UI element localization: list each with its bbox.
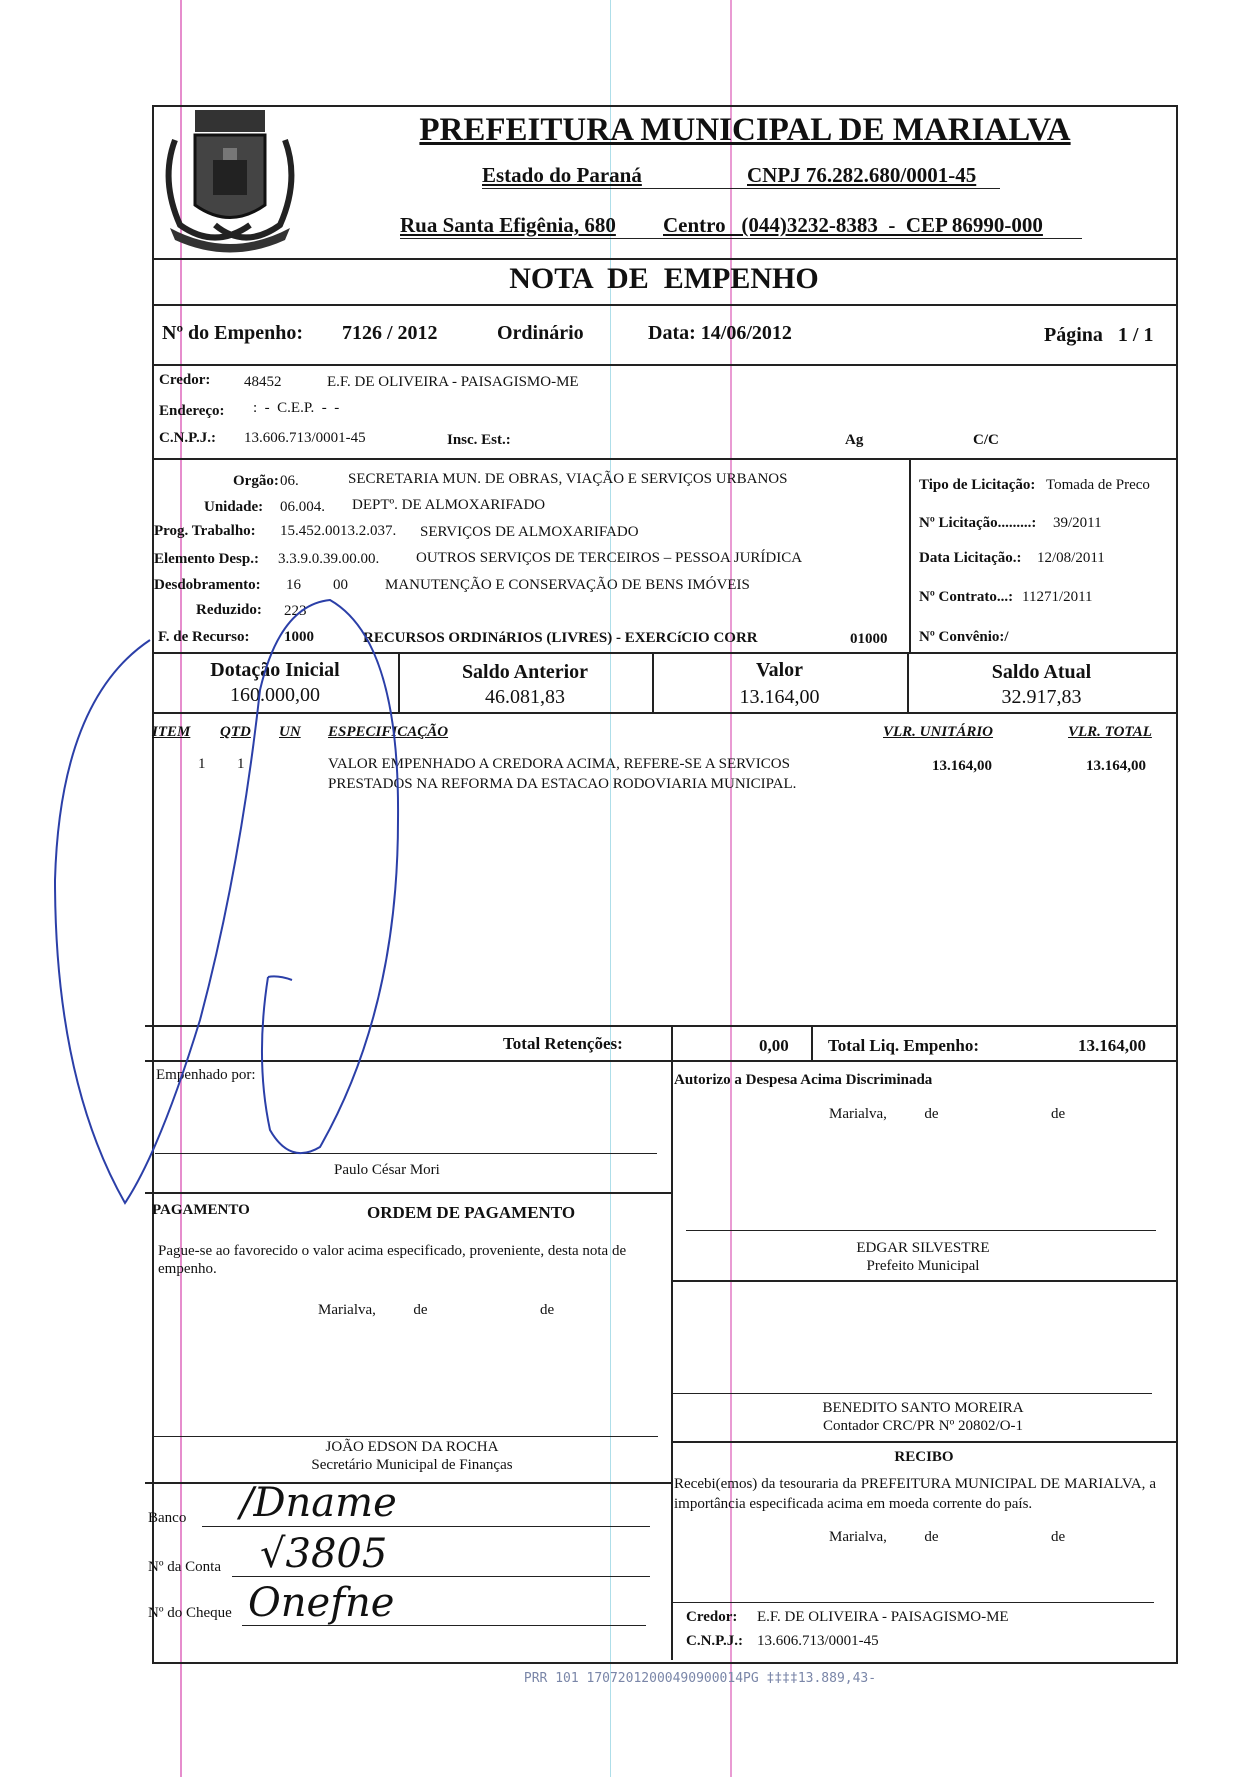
recibo-label: RECIBO: [894, 1449, 954, 1465]
col-vlr-total: VLR. TOTAL: [1068, 724, 1152, 740]
credor-cnpj-label: C.N.P.J.:: [159, 430, 216, 446]
cheque-handwriting: Onefne: [248, 1580, 395, 1626]
pagamento-city: Marialva, de de: [318, 1302, 555, 1318]
vrule: [811, 1025, 813, 1061]
coat-of-arms-icon: [155, 100, 305, 255]
credor-label: Credor:: [159, 372, 211, 388]
unidade-name: DEPTº. DE ALMOXARIFADO: [352, 497, 546, 513]
header-state: Estado do Paraná: [482, 163, 642, 187]
item-vlr-total: 13.164,00: [1086, 758, 1146, 774]
lic-data: 12/08/2011: [1037, 550, 1105, 566]
desd-code2: 00: [333, 577, 348, 593]
recurso-code: 1000: [284, 629, 314, 645]
credor-ag: Ag: [845, 432, 864, 448]
secretario-title: Secretário Municipal de Finanças: [311, 1457, 513, 1473]
cheque-label: Nº do Cheque: [148, 1605, 232, 1621]
conta-handwriting: √3805: [260, 1531, 388, 1577]
saldo-atual-label: Saldo Atual: [991, 661, 1092, 683]
empenho-date: Data: 14/06/2012: [648, 322, 792, 344]
elem-code: 3.3.9.0.39.00.00.: [278, 551, 380, 567]
secretario-name: JOÃO EDSON DA ROCHA: [325, 1439, 499, 1455]
header-address: Rua Santa Efigênia, 680: [400, 213, 616, 237]
mechanical-stamp: PRR 101 17072012000490900014PG ‡‡‡‡13.889,43-: [523, 1671, 877, 1686]
elem-label: Elemento Desp.:: [154, 551, 259, 567]
recibo-city: Marialva, de de: [829, 1529, 1066, 1545]
orgao-name: SECRETARIA MUN. DE OBRAS, VIAÇÃO E SERVIÇOS URBANOS: [348, 471, 788, 487]
recibo-credor: E.F. DE OLIVEIRA - PAISAGISMO-ME: [757, 1609, 1009, 1625]
empenhado-name: Paulo César Mori: [334, 1162, 440, 1178]
item-espec-line1: VALOR EMPENHADO A CREDORA ACIMA, REFERE-SE A SERVICOS: [328, 756, 790, 772]
reduzido-value: 223: [284, 603, 307, 619]
lic-contrato: 11271/2011: [1022, 589, 1093, 605]
contador-title: Contador CRC/PR Nº 20802/O-1: [822, 1418, 1024, 1434]
recurso-code2: 01000: [850, 631, 888, 647]
prog-code: 15.452.0013.2.037.: [280, 523, 397, 539]
orgao-code: 06.: [280, 473, 299, 489]
rule: [145, 1482, 672, 1484]
credor-insc-label: Insc. Est.:: [447, 432, 511, 448]
banco-handwriting: /Dname: [240, 1480, 397, 1526]
conta-label: Nº da Conta: [148, 1559, 221, 1575]
vrule: [909, 458, 911, 654]
signature-line: [686, 1230, 1156, 1231]
lic-contrato-label: Nº Contrato...:: [919, 589, 1014, 605]
empenho-page: Página 1 / 1: [1044, 324, 1154, 346]
empenho-type: Ordinário: [497, 322, 584, 344]
liq-label: Total Liq. Empenho:: [828, 1036, 979, 1055]
item-num: 1: [198, 756, 206, 772]
rule: [672, 1280, 1176, 1282]
recibo-credor-label: Credor:: [686, 1609, 738, 1625]
unidade-label: Unidade:: [204, 499, 264, 515]
credor-address-label: Endereço:: [159, 403, 225, 419]
autorizo-city: Marialva, de de: [829, 1106, 1066, 1122]
lic-num-label: Nº Licitação.........:: [919, 515, 1037, 531]
rule: [152, 258, 1176, 260]
col-un: UN: [279, 724, 301, 740]
pagamento-text: Pague-se ao favorecido o valor acima especificado, proveniente, desta nota de empenho.: [158, 1243, 627, 1277]
header-cnpj: CNPJ 76.282.680/0001-45: [747, 163, 977, 187]
unidade-code: 06.004.: [280, 499, 325, 515]
credor-name: E.F. DE OLIVEIRA - PAISAGISMO-ME: [327, 374, 579, 390]
credor-cnpj: 13.606.713/0001-45: [244, 430, 366, 446]
col-espec: ESPECIFICAÇÃO: [328, 724, 449, 740]
header-title: PREFEITURA MUNICIPAL DE MARIALVA: [419, 112, 1071, 148]
item-espec-line2: PRESTADOS NA REFORMA DA ESTACAO RODOVIARIA MUNICIPAL.: [328, 776, 797, 792]
recibo-cnpj-label: C.N.P.J.:: [686, 1633, 743, 1649]
item-qtd: 1: [237, 756, 245, 772]
rule: [152, 712, 1176, 714]
empenho-num: 7126 / 2012: [342, 322, 438, 344]
retencoes-value: 0,00: [759, 1036, 789, 1055]
rule: [152, 458, 1176, 460]
header-rule: [400, 238, 1082, 239]
liq-value: 13.164,00: [1078, 1036, 1146, 1055]
credor-cc: C/C: [973, 432, 999, 448]
prog-label: Prog. Trabalho:: [154, 523, 256, 539]
prog-name: SERVIÇOS DE ALMOXARIFADO: [420, 524, 639, 540]
col-qtd: QTD: [220, 724, 251, 740]
desd-name: MANUTENÇÃO E CONSERVAÇÃO DE BENS IMÓVEIS: [385, 577, 750, 593]
rule: [672, 1441, 1176, 1443]
saldo-atual-value: 32.917,83: [1001, 686, 1082, 708]
credor-code: 48452: [244, 374, 282, 390]
item-vlr-unit: 13.164,00: [932, 758, 992, 774]
pagamento-label: PAGAMENTO: [152, 1202, 250, 1218]
ordem-label: ORDEM DE PAGAMENTO: [367, 1203, 576, 1222]
signature-line: [672, 1602, 1154, 1603]
signature-line: [153, 1436, 658, 1437]
rule: [152, 652, 1176, 654]
prefeito-title: Prefeito Municipal: [866, 1258, 980, 1274]
contador-name: BENEDITO SANTO MOREIRA: [822, 1400, 1024, 1416]
empenho-num-label: Nº do Empenho:: [162, 322, 304, 344]
vrule: [671, 1025, 673, 1660]
dotacao-label: Dotação Inicial: [210, 659, 340, 681]
retencoes-label: Total Retenções:: [503, 1034, 623, 1053]
lic-num: 39/2011: [1053, 515, 1102, 531]
header-rule: [482, 188, 1000, 189]
orgao-label: Orgão:: [233, 473, 279, 489]
saldo-anterior-label: Saldo Anterior: [461, 661, 589, 683]
credor-address: : - C.E.P. - -: [253, 400, 340, 416]
lic-data-label: Data Licitação.:: [919, 550, 1022, 566]
recibo-cnpj: 13.606.713/0001-45: [757, 1633, 879, 1649]
banco-label: Banco: [148, 1510, 187, 1526]
lic-tipo-label: Tipo de Licitação:: [919, 477, 1036, 493]
col-vlr-unit: VLR. UNITÁRIO: [883, 724, 994, 740]
empenhado-label: Empenhado por:: [156, 1067, 256, 1083]
recurso-name: RECURSOS ORDINáRIOS (LIVRES) - EXERCíCIO CORR: [363, 630, 758, 646]
reduzido-label: Reduzido:: [196, 602, 262, 618]
header-contact: Centro (044)3232-8383 - CEP 86990-000: [663, 213, 1043, 237]
recibo-text: Recebi(emos) da tesouraria da PREFEITURA MUNICIPAL DE MARIALVA, a importância especificada acima em moeda corrente do país.: [674, 1476, 1156, 1512]
rule: [145, 1025, 1176, 1027]
field-line: [202, 1526, 650, 1527]
col-item: ITEM: [152, 724, 191, 740]
saldo-anterior-value: 46.081,83: [485, 686, 565, 708]
rule: [152, 304, 1176, 306]
desd-code1: 16: [286, 577, 301, 593]
prefeito-name: EDGAR SILVESTRE: [856, 1240, 990, 1256]
desd-label: Desdobramento:: [154, 577, 261, 593]
signature-line: [672, 1393, 1152, 1394]
lic-convenio-label: Nº Convênio:/: [919, 629, 1009, 645]
elem-name: OUTROS SERVIÇOS DE TERCEIROS – PESSOA JURÍDICA: [416, 550, 803, 566]
doc-title: NOTA DE EMPENHO: [509, 262, 819, 295]
autorizo-label: Autorizo a Despesa Acima Discriminada: [674, 1072, 933, 1088]
lic-tipo: Tomada de Preco: [1046, 477, 1150, 493]
valor-label: Valor: [755, 659, 804, 681]
dotacao-value: 160.000,00: [230, 684, 320, 706]
rule: [145, 1060, 1176, 1062]
valor-value: 13.164,00: [739, 686, 820, 708]
signature-line: [155, 1153, 657, 1154]
rule: [145, 1192, 672, 1194]
rule: [152, 364, 1176, 366]
recurso-label: F. de Recurso:: [158, 629, 250, 645]
